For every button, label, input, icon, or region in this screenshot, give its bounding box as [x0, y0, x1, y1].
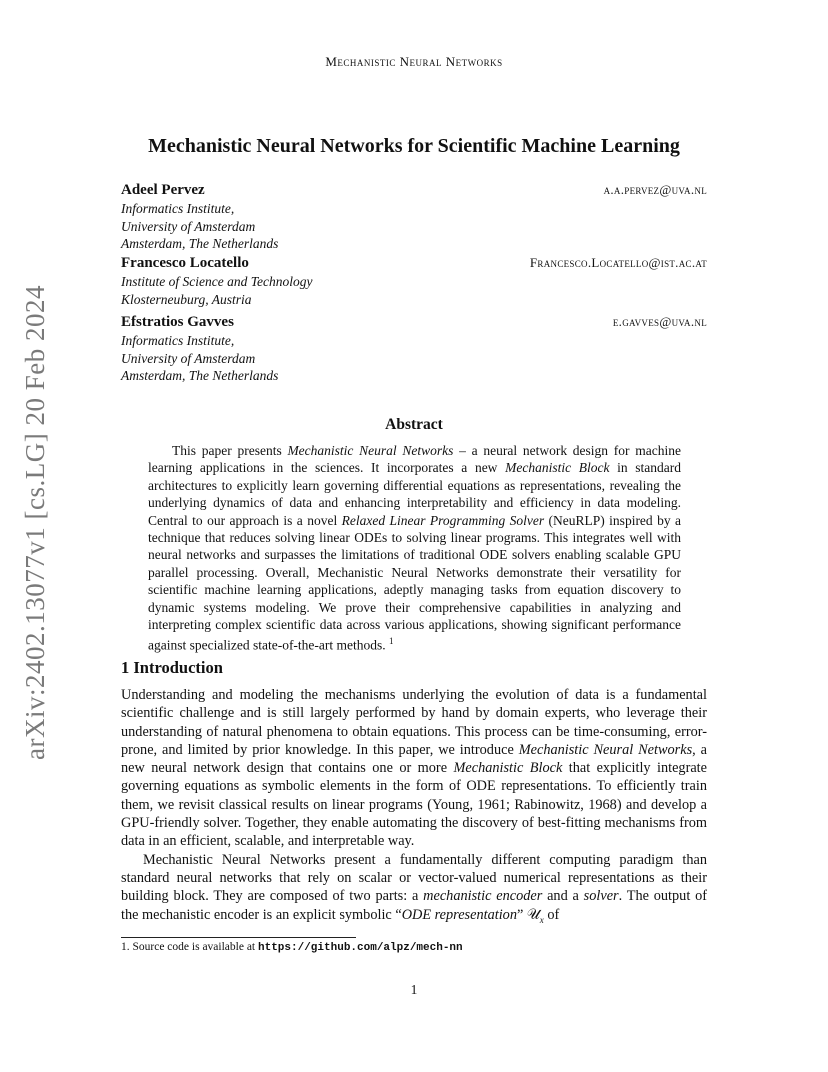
author-block: [121, 181, 707, 253]
author-affiliation-line: University of Amsterdam: [121, 218, 256, 234]
paragraph: Mechanistic Neural Networks present a fundamentally different computing paradigm than standard neural networks that rely on scalar or vector-valued numerical representations as their building block. They are composed of two parts: a mechanistic encoder and a solver. The output of the mechanistic encoder is an explicit symbolic “ODE representation” 𝒰$_x$ of: [121, 851, 707, 925]
author-email[interactable]: Francesco.Locatello@ist.ac.at: [529, 255, 707, 270]
introduction-body: [121, 686, 707, 929]
footnote-marker[interactable]: 1: [389, 636, 394, 647]
arxiv-identifier-stamp: [15, 284, 55, 760]
author-affiliation-line: Institute of Science and Technology: [121, 274, 313, 289]
author-affiliation-line: University of Amsterdam: [121, 350, 256, 366]
author-email[interactable]: a.a.pervez@uva.nl: [603, 182, 707, 197]
running-head: Mechanistic Neural Networks: [325, 54, 503, 69]
author-affiliation-line: Amsterdam, The Netherlands: [121, 368, 279, 383]
source-code-link[interactable]: https://github.com/alpz/mech-nn: [258, 942, 463, 954]
abstract-text: This paper presents Mechanistic Neural Networks – a neural network design for machine learning applications in the sciences. It incorporates a new Mechanistic Block in standard architectures to explicitly learn governing differential equations as representations, revealing the underlying dynamics of data and enhancing interpretability and efficiency in data modeling. Central to our approach is a novel Relaxed Linear Programming Solver (NeuRLP) inspired by a technique that reduces solving linear ODEs to solving linear programs. This integrates well with neural networks and surpasses the limitations of traditional ODE solvers enabling scalable GPU parallel processing. Overall, Mechanistic Neural Networks demonstrate their versatility for scientific machine learning applications, adeptly managing tasks from equation discovery to dynamic systems modeling. We prove their comprehensive capabilities in analyzing and interpreting complex scientific data across various applications, showing significant performance against specialized state-of-the-art methods. $^1$: [148, 443, 682, 653]
footnote-rule: [121, 937, 356, 938]
arxiv-identifier-text: arXiv:2402.13077v1 [cs.LG] 20 Feb 2024: [19, 284, 50, 760]
page-number: 1: [410, 982, 418, 997]
paragraph: Understanding and modeling the mechanisms underlying the evolution of data is a fundamental scientific challenge and is still largely performed by hand by domain experts, who leverage their understanding of natural phenomena to obtain equations. This process can be time-consuming, error-prone, and limited by prior knowledge. In this paper, we introduce Mechanistic Neural Networks, a new neural network design that contains one or more Mechanistic Block that explicitly integrate governing equations as symbolic elements in the form of ODE representations. To efficiently train them, we revisit classical results on linear programs (Young, 1961; Rabinowitz, 1968) and develop a GPU-friendly solver. Together, they enable automating the discovery of best-fitting mechanisms from data in an efficient, scalable, and interpretable way.: [121, 687, 708, 850]
author-email[interactable]: e.gavves@uva.nl: [612, 314, 707, 329]
author-block: [121, 313, 707, 385]
author-affiliation-line: Klosterneuburg, Austria: [121, 291, 252, 307]
author-block: [121, 254, 707, 308]
author-affiliation-line: Amsterdam, The Netherlands: [121, 236, 279, 251]
author-name: Adeel Pervez: [121, 182, 205, 198]
footnote: 1. Source code is available at https://github.com/alpz/mech-nn: [121, 941, 463, 954]
abstract-heading: Abstract: [385, 416, 443, 433]
author-affiliation-line: Informatics Institute,: [121, 201, 235, 216]
author-name: Efstratios Gavves: [121, 314, 234, 330]
section-heading-introduction: 1 Introduction: [121, 658, 223, 677]
paper-title: Mechanistic Neural Networks for Scientific Machine Learning: [148, 135, 680, 157]
author-name: Francesco Locatello: [121, 255, 249, 271]
author-affiliation-line: Informatics Institute,: [121, 333, 235, 348]
math-symbol: 𝒰: [526, 906, 540, 923]
